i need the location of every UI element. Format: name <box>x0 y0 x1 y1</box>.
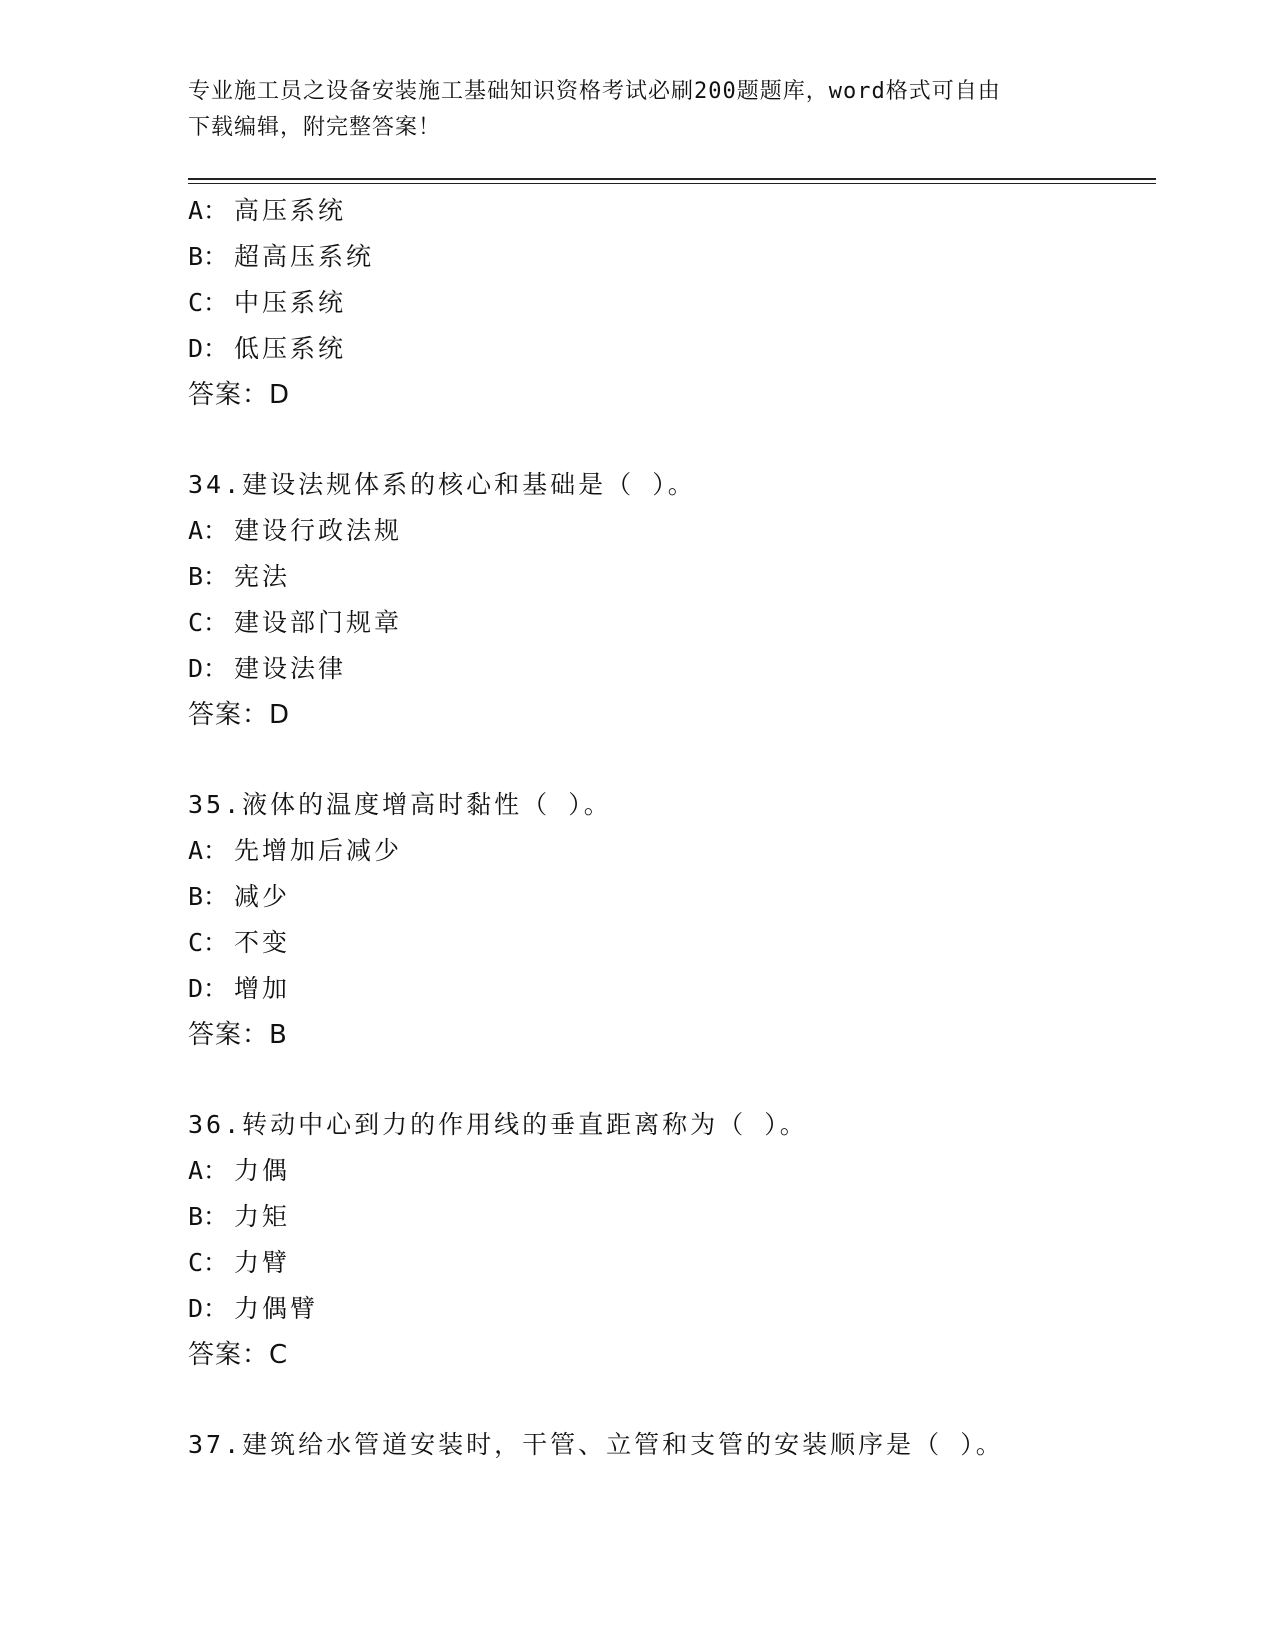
answer: 答案：D <box>188 380 291 410</box>
option-text: 力臂 <box>234 1248 291 1277</box>
header-divider <box>188 178 1156 184</box>
option-d <box>188 646 1156 692</box>
option-d <box>188 966 1156 1012</box>
option-letter: D： <box>188 974 229 1003</box>
answer: 答案：B <box>188 1020 288 1050</box>
option-letter: C： <box>188 1248 229 1277</box>
option-c <box>188 920 1156 966</box>
option-d <box>188 326 1156 372</box>
option-letter: D： <box>188 1294 229 1323</box>
option-c <box>188 600 1156 646</box>
question-34 <box>188 462 1156 738</box>
option-letter: D： <box>188 654 229 683</box>
option-letter: B： <box>188 1202 229 1231</box>
option-b <box>188 234 1156 280</box>
option-b <box>188 874 1156 920</box>
option-text: 减少 <box>234 882 291 911</box>
document-body <box>188 188 1156 1468</box>
option-letter: A： <box>188 196 229 225</box>
option-text: 先增加后减少 <box>234 836 403 865</box>
option-text: 力偶臂 <box>234 1294 319 1323</box>
option-b <box>188 554 1156 600</box>
option-letter: C： <box>188 288 229 317</box>
question-35 <box>188 782 1156 1058</box>
option-a <box>188 828 1156 874</box>
option-text: 建设行政法规 <box>234 516 403 545</box>
answer: 答案：D <box>188 700 291 730</box>
option-text: 力偶 <box>234 1156 291 1185</box>
question-36 <box>188 1102 1156 1378</box>
answer: 答案：C <box>188 1340 289 1370</box>
question-text: 35.液体的温度增高时黏性（ ）。 <box>188 790 612 819</box>
option-letter: B： <box>188 242 229 271</box>
option-letter: A： <box>188 516 229 545</box>
question-33 <box>188 188 1156 418</box>
option-letter: B： <box>188 562 229 591</box>
option-text: 增加 <box>234 974 291 1003</box>
option-letter: C： <box>188 608 229 637</box>
option-text: 低压系统 <box>234 334 347 363</box>
option-text: 建设法律 <box>234 654 347 683</box>
question-text: 36.转动中心到力的作用线的垂直距离称为（ ）。 <box>188 1110 808 1139</box>
option-letter: A： <box>188 836 229 865</box>
question-text: 34.建设法规体系的核心和基础是（ ）。 <box>188 470 696 499</box>
option-a <box>188 188 1156 234</box>
option-letter: D： <box>188 334 229 363</box>
option-c <box>188 280 1156 326</box>
option-text: 力矩 <box>234 1202 291 1231</box>
option-text: 中压系统 <box>234 288 347 317</box>
option-a <box>188 1148 1156 1194</box>
option-text: 不变 <box>234 928 291 957</box>
option-c <box>188 1240 1156 1286</box>
document-header <box>188 74 1088 146</box>
option-d <box>188 1286 1156 1332</box>
option-text: 宪法 <box>234 562 291 591</box>
option-b <box>188 1194 1156 1240</box>
option-text: 建设部门规章 <box>234 608 403 637</box>
option-letter: B： <box>188 882 229 911</box>
question-37 <box>188 1422 1156 1468</box>
option-a <box>188 508 1156 554</box>
option-letter: C： <box>188 928 229 957</box>
header-line-1: 专业施工员之设备安装施工基础知识资格考试必刷200题题库，word格式可自由 <box>188 79 1001 104</box>
option-text: 高压系统 <box>234 196 347 225</box>
option-letter: A： <box>188 1156 229 1185</box>
option-text: 超高压系统 <box>234 242 375 271</box>
question-text: 37.建筑给水管道安装时，干管、立管和支管的安装顺序是（ ）。 <box>188 1430 1004 1459</box>
header-line-2: 下载编辑，附完整答案！ <box>188 115 442 140</box>
